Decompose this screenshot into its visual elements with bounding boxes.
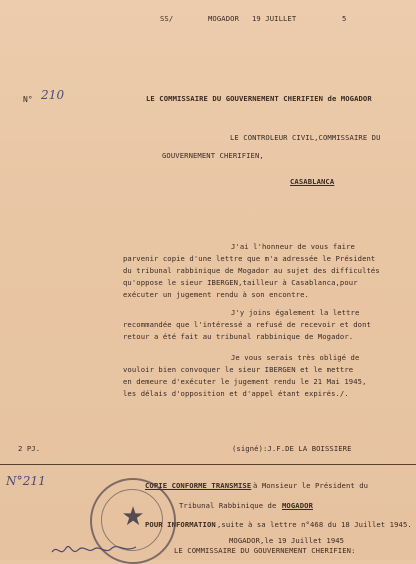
header-date: 19 JUILLET	[252, 14, 297, 23]
body-line: les délais d'opposition et d'appel étant expirés./.	[123, 389, 349, 398]
body-line: parvenir copie d'une lettre que m'a adressée le Président	[123, 254, 376, 263]
doc-number-handwritten: 210	[41, 88, 65, 102]
body-line: J'ai l'honneur de vous faire	[231, 242, 355, 251]
recipient-line-2: GOUVERNEMENT CHERIFIEN,	[162, 151, 264, 160]
body-line: J'y joins également la lettre	[231, 308, 360, 317]
issuing-authority: LE COMMISSAIRE DU GOUVERNEMENT CHERIFIEN de MOGADOR	[146, 94, 372, 103]
copy-tribunal-city: MOGADOR	[282, 501, 313, 510]
copy-place-date: MOGADOR,le 19 Juillet 1945	[229, 536, 345, 545]
reference-code: SS/	[160, 14, 174, 23]
body-line: en demeure d'exécuter le jugement rendu le 21 Mai 1945,	[123, 377, 367, 386]
handwritten-signature	[50, 540, 140, 560]
copy-line-3: ,suite à sa lettre n°468 du 18 Juillet 1945.	[217, 520, 412, 529]
copy-number-handwritten: N°211	[6, 474, 46, 488]
copy-signatory: LE COMMISSAIRE DU GOUVERNEMENT CHERIFIEN:	[174, 546, 356, 555]
recipient-city: CASABLANCA	[290, 177, 335, 186]
copy-information: POUR INFORMATION	[145, 520, 216, 529]
body-line: vouloir bien convoquer le sieur IBERGEN et le mettre	[123, 365, 354, 374]
header-number: 5	[342, 14, 347, 23]
recipient-line-1: LE CONTROLEUR CIVIL,COMMISSAIRE DU	[230, 133, 381, 142]
star-icon: ★	[121, 502, 145, 532]
copy-line-2: Tribunal Rabbinique de	[179, 501, 277, 510]
copy-line-1: à Monsieur le Président du	[253, 481, 369, 490]
body-line: Je vous serais très obligé de	[231, 353, 360, 362]
doc-number-label: N°	[23, 95, 33, 104]
attachments-count: 2 PJ.	[18, 444, 41, 453]
section-divider	[0, 464, 416, 465]
body-line: exécuter un jugement rendu à son encontre.	[123, 290, 309, 299]
signature-block: (signé):J.F.DE LA BOISSIERE	[232, 444, 352, 453]
header-place: MOGADOR	[208, 14, 239, 23]
body-line: retour a été fait au tribunal rabbinique de Mogador.	[123, 332, 354, 341]
body-line: du tribunal rabbinique de Mogador au sujet des difficultés	[123, 266, 380, 275]
body-line: qu'oppose le sieur IBERGEN,tailleur à Casablanca,pour	[123, 278, 358, 287]
copy-conforme-title: COPIE CONFORME TRANSMISE	[145, 481, 252, 490]
body-line: recommandée que l'intéressé a refusé de recevoir et dont	[123, 320, 371, 329]
